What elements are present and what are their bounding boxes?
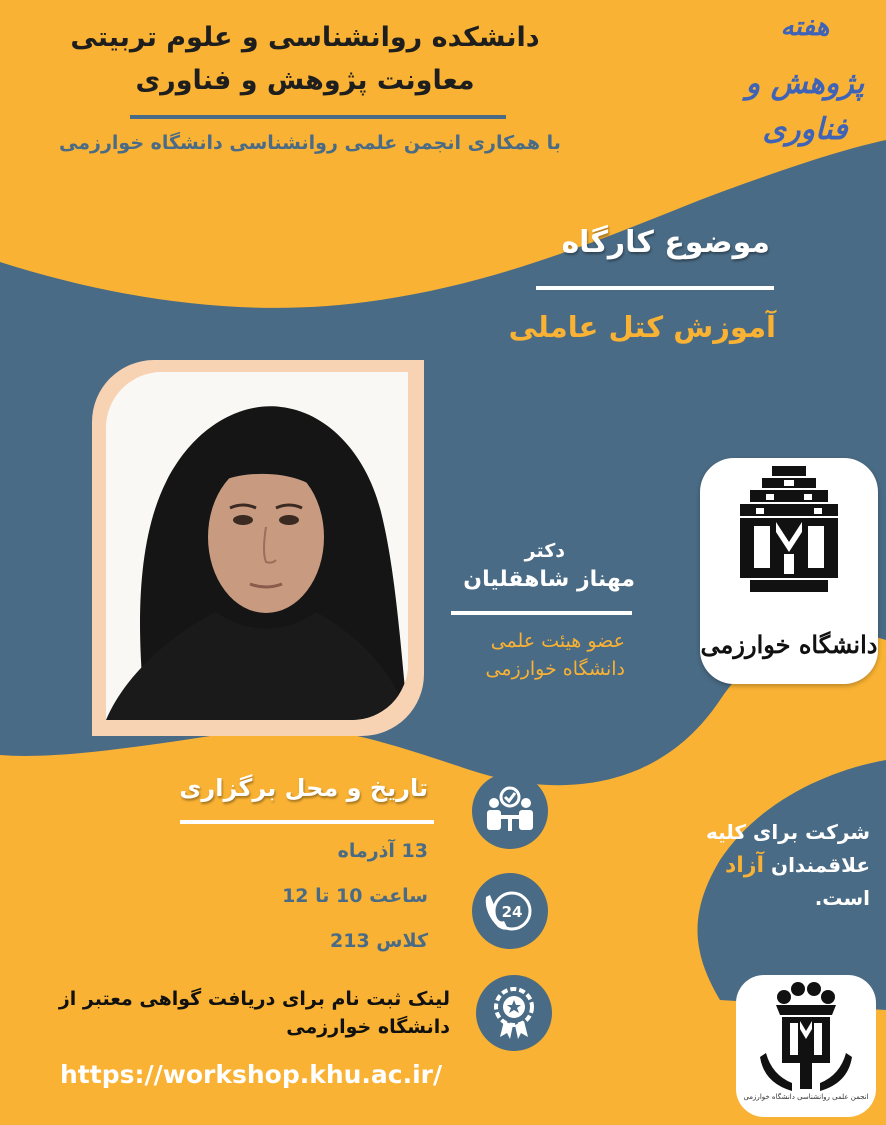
title-divider [130, 115, 506, 119]
schedule-divider [180, 820, 434, 824]
deputy-title: معاونت پژوهش و فناوری [135, 65, 475, 96]
speaker-divider [451, 611, 632, 615]
faculty-title: دانشکده روانشناسی و علوم تربیتی [70, 22, 540, 53]
schedule-date: 13 آذرماه [337, 840, 428, 862]
registration-line2: دانشگاه خوارزمی [286, 1016, 450, 1038]
speaker-title: دکتر [524, 540, 565, 562]
week-badge-line1: هفته [780, 12, 830, 42]
speaker-photo [106, 372, 408, 720]
schedule-heading: تاریخ و محل برگزاری [179, 774, 428, 802]
speaker-name: مهناز شاهقلیان [463, 567, 635, 592]
participation-prefix: علاقمندان [771, 853, 870, 877]
workshop-topic: آموزش کتل عاملی [508, 310, 776, 344]
university-logo-text: دانشگاه خوارزمی [700, 630, 878, 659]
registration-line1: لینک ثبت نام برای دریافت گواهی معتبر از [58, 988, 450, 1010]
workshop-heading-divider [536, 286, 774, 290]
week-badge-line2: پژوهش و [745, 66, 865, 101]
participation-line3: است. [814, 886, 870, 910]
workshop-heading: موضوع کارگاه [561, 225, 770, 260]
week-badge-line3: فناوری [762, 112, 848, 147]
association-logo [736, 975, 876, 1117]
registration-link[interactable]: https://workshop.khu.ac.ir/ [60, 1060, 443, 1089]
people-check-icon [472, 773, 548, 849]
participation-line2 [650, 853, 870, 878]
speaker-affiliation-line2: دانشگاه خوارزمی [485, 658, 625, 680]
university-emblem-icon [700, 458, 878, 628]
svg-text:24: 24 [501, 903, 523, 921]
schedule-room: کلاس 213 [330, 930, 428, 952]
collaboration-subtitle: با همکاری انجمن علمی روانشناسی دانشگاه خوارزمی [59, 132, 561, 154]
phone-24-icon [472, 873, 548, 949]
participation-line1: شرکت برای کلیه [705, 820, 870, 844]
free-label: آزاد [724, 853, 765, 878]
association-logo-caption: انجمن علمی روانشناسی دانشگاه خوارزمی [743, 1093, 869, 1101]
schedule-time: ساعت 10 تا 12 [282, 885, 428, 907]
certificate-badge-icon [476, 975, 552, 1051]
speaker-affiliation-line1: عضو هیئت علمی [490, 630, 625, 652]
